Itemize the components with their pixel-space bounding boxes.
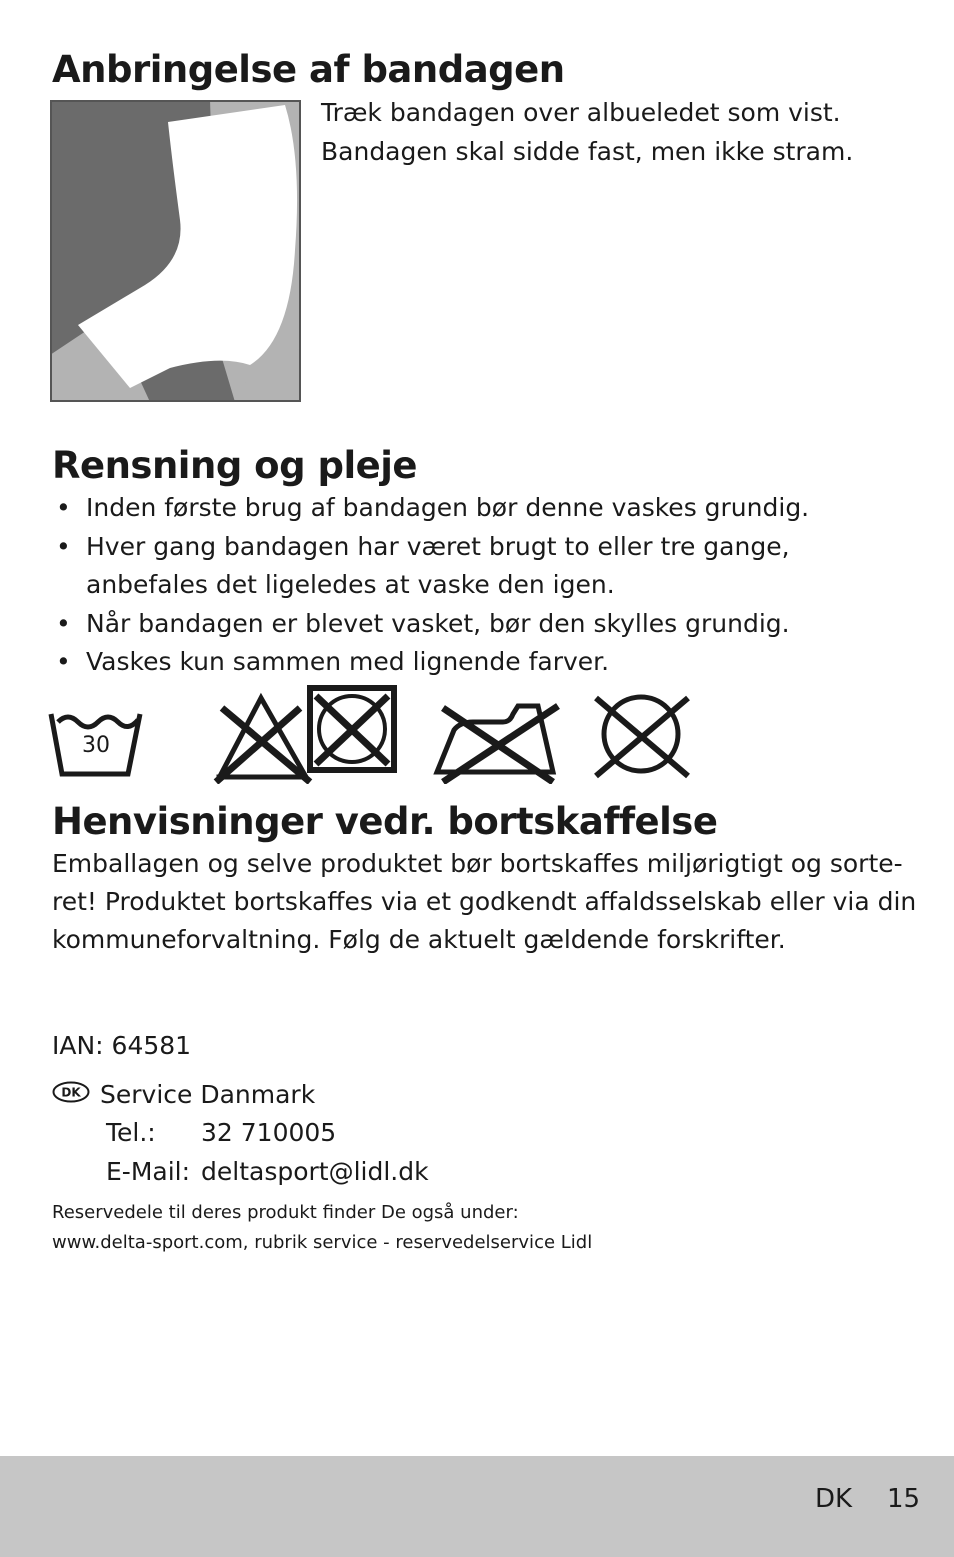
bullet-icon: • [56, 531, 71, 561]
no-tumble-dry-icon [310, 688, 394, 770]
bullet-icon: • [56, 647, 71, 676]
application-text-line-2: Bandagen skal sidde fast, men ikke stram. [321, 137, 854, 166]
list-item-continuation [52, 566, 809, 605]
list-item-text: Vaskes kun sammen med lignende farver. [86, 647, 610, 676]
disposal-text-line-1: Emballagen og selve produktet bør bortskaffes miljørigtigt og sorte- [52, 849, 903, 878]
list-item [52, 528, 809, 567]
list-item [52, 605, 809, 644]
dk-country-badge-icon [52, 1081, 90, 1103]
email-value: deltasport@lidl.dk [201, 1157, 429, 1186]
no-dry-clean-icon [596, 697, 688, 776]
care-symbols-row [48, 684, 748, 784]
list-item-text: Når bandagen er blevet vasket, bør den skylles grundig. [86, 608, 790, 638]
bullet-icon: • [56, 493, 71, 522]
page-number: 15 [887, 1484, 921, 1514]
care-instructions-list [52, 489, 809, 682]
list-item-text: Inden første brug af bandagen bør denne vaskes grundig. [86, 493, 810, 522]
disposal-text-line-2: ret! Produktet bortskaffes via et godkendt affaldsselskab eller via din [52, 887, 917, 916]
tel-label: Tel.: [106, 1118, 156, 1147]
email-label: E-Mail: [106, 1157, 191, 1186]
application-text-line-1: Træk bandagen over albueledet som vist. [321, 98, 841, 127]
spare-parts-line-2: www.delta-sport.com, rubrik service - reservedelservice Lidl [52, 1232, 593, 1253]
footer-language: DK [815, 1484, 853, 1514]
section-title-application: Anbringelse af bandagen [52, 48, 565, 91]
list-item-text: anbefales det ligeledes at vaske den igen. [86, 570, 615, 599]
section-title-disposal: Henvisninger vedr. bortskaffelse [52, 800, 718, 843]
tel-value: 32 710005 [201, 1118, 337, 1147]
no-iron-icon [437, 706, 558, 782]
list-item [52, 489, 809, 528]
dk-badge-label: DK [61, 1085, 81, 1100]
no-bleach-icon [175, 698, 310, 782]
disposal-text-line-3: kommuneforvaltning. Følg de aktuelt gældende forskrifter. [52, 925, 786, 954]
page-footer [0, 1456, 954, 1557]
service-name: Service Danmark [100, 1080, 316, 1109]
wash-temperature-label: 30 [82, 733, 110, 758]
list-item-text: Hver gang bandagen har været brugt to eller tre gange, [86, 531, 790, 561]
section-title-care: Rensning og pleje [52, 444, 418, 487]
list-item [52, 643, 809, 682]
spare-parts-line-1: Reservedele til deres produkt finder De også under: [52, 1202, 519, 1223]
elbow-bandage-illustration [50, 100, 301, 402]
bullet-icon: • [56, 608, 71, 638]
ian-number: IAN: 64581 [52, 1031, 192, 1060]
